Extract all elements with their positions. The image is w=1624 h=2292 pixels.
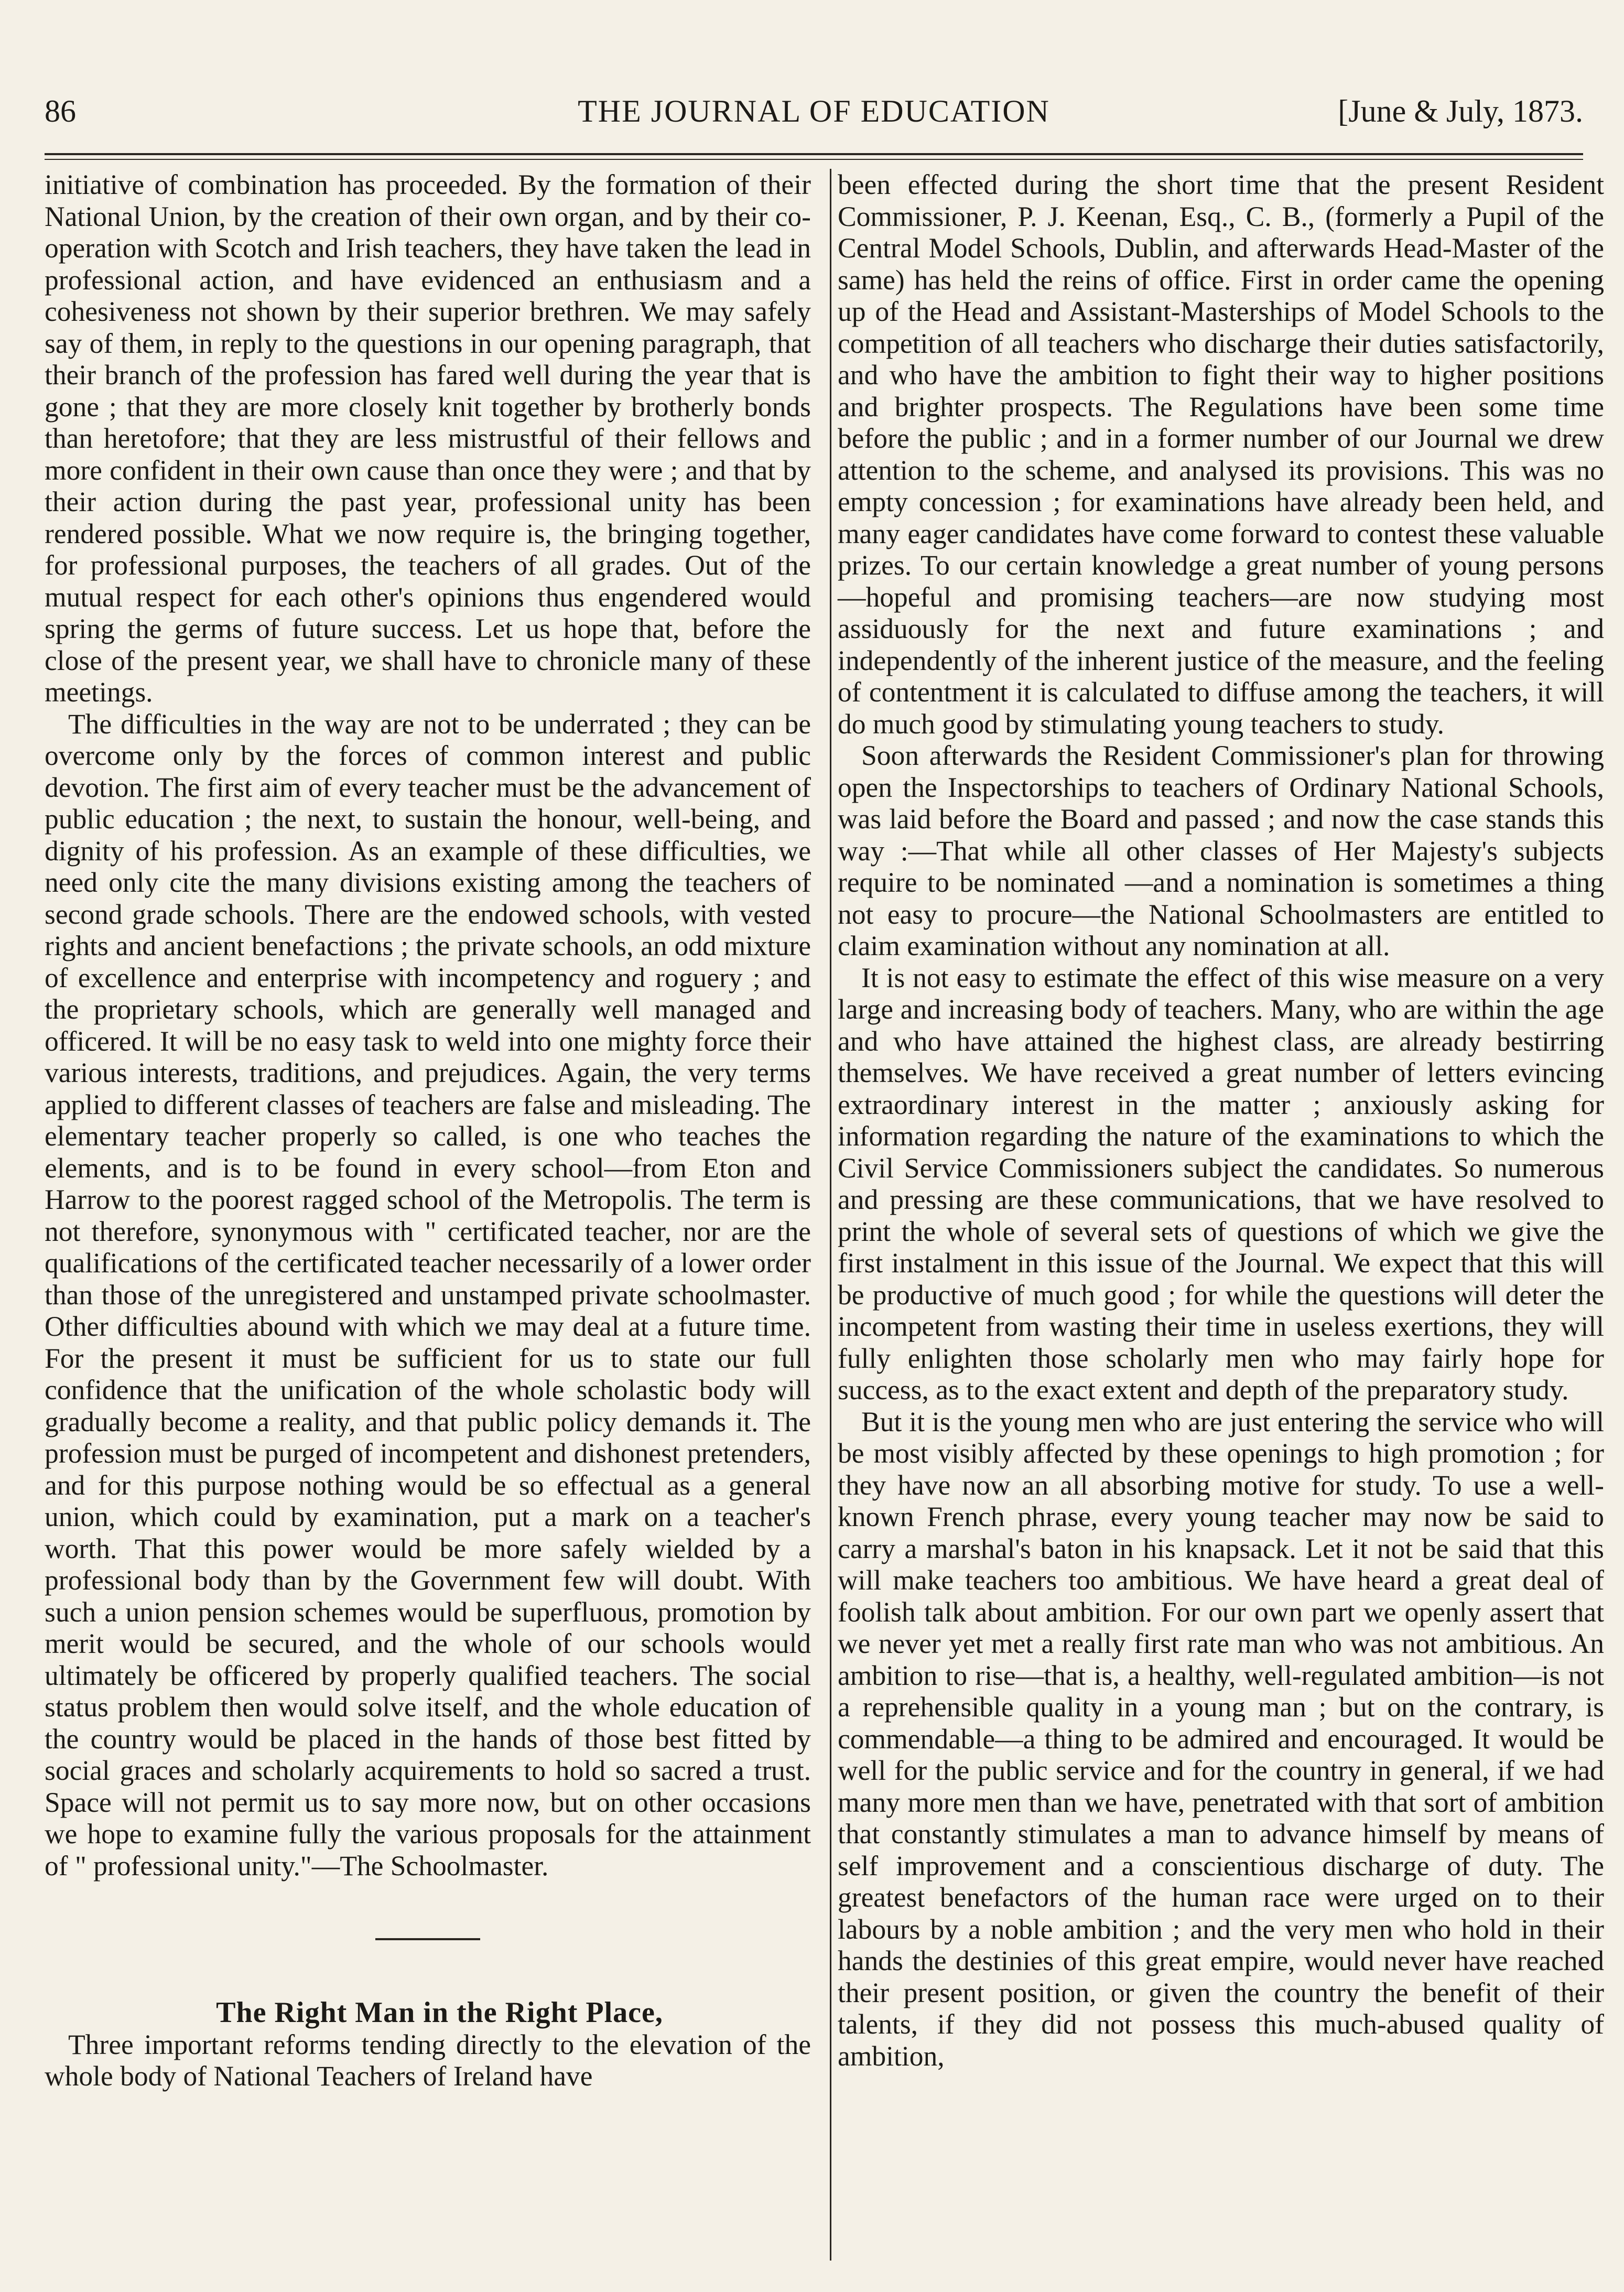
article-paragraph: The difficulties in the way are not to be underrated ; they can be overcome only by the forces of common interest and public devotion. The first aim of every teacher must be the advancement of public education ; the next, to sustain the honour, well-being, and dignity of his profession. As an example of these difficulties, we need only cite the many divisions existing among the teachers of second grade schools. There are the endowed schools, with vested rights and ancient benefactions ; the private schools, an odd mixture of excellence and enterprise with incompetency and roguery ; and the proprietary schools, which are generally well managed and officered. It will be no easy task to weld into one mighty force their various interests, traditions, and prejudices. Again, the very terms applied to different classes of teachers are false and misleading. The elementary teacher properly so called, is one who teaches the elements, and is to be found in every school—from Eton and Harrow to the poorest ragged school of the Metropolis. The term is not therefore, synonymous with " certificated teacher, nor are the qualifications of the certificated teacher necessarily of a lower order than those of the unregistered and unstamped private schoolmaster. Other difficulties abound with which we may deal at a future time. For the present it must be sufficient for us to state our full confidence that the unification of the whole scholastic body will gradually become a reality, and that public policy demands it. The profession must be purged of incompetent and dishonest pretenders, and for this purpose nothing would be so effectual as a general union, which could by examination, put a mark on a teacher's worth. That this power would be more safely wielded by a professional body than by the Government few will doubt. With such a union pension schemes would be superfluous, promotion by merit would be secured, and the whole of our schools would ultimately be officered by properly qualified teachers. The social status problem then would solve itself, and the whole education of the country would be placed in the hands of those best fitted by social graces and scholarly acquirements to hold so sacred a trust. Space will not permit us to say more now, but on other occasions we hope to examine fully the various proposals for the attainment of " professional unity."—The Schoolmaster. — [45, 708, 811, 1882]
page-number: 86 — [45, 94, 76, 128]
header-rule-thick — [45, 153, 1583, 155]
article-paragraph: been effected during the short time that the present Resident Commissioner, P. J. Keenan, Esq., C. B., (formerly a Pupil of the Central Model Schools, Dublin, and afterwards Head-Master of the same) has held the reins of office. First in order came the opening up of the Head and Assistant-Masterships of Model Schools to the competition of all teachers who discharge their duties satisfactorily, and who have the ambition to fight their way to higher positions and brighter prospects. The Regulations have been some time before the public ; and in a former number of our Journal we drew attention to the scheme, and analysed its provisions. This was no empty concession ; for examinations have already been held, and many eager candidates have come forward to contest these valuable prizes. To our certain knowledge a great number of young persons—hopeful and promising teachers—are now studying most assiduously for the next and future examinations ; and independently of the inherent justice of the measure, and the feeling of contentment it is calculated to diffuse among the teachers, it will do much good by stimulating young teachers to study. — [838, 169, 1604, 740]
page-header — [45, 93, 1583, 140]
article-paragraph: But it is the young men who are just entering the service who will be most visibly affected by these openings to high promotion ; for they have now an all absorbing motive for study. To use a well-known French phrase, every young teacher may now be said to carry a marshal's baton in his knapsack. Let it not be said that this will make teachers too ambitious. We have heard a great deal of foolish talk about ambition. For our own part we openly assert that we never yet met a really first rate man who was not ambitious. An ambition to rise—that is, a healthy, well-regulated ambition—is not a reprehensible quality in a young man ; but on the contrary, is commendable—a thing to be admired and encouraged. It would be well for the public service and for the country in general, if we had many more men than we have, penetrated with that sort of ambition that constantly stimulates a man to advance himself by means of self improvement and a conscientious discharge of duty. The greatest benefactors of the human race were urged on to their labours by a noble ambition ; and the very men who hold in their hands the destinies of this great empire, would never have reached their present position, or given the country the benefit of their talents, if they did not possess this much-abused quality of ambition, — [838, 1406, 1604, 2072]
article-paragraph: Three important reforms tending directly to the elevation of the whole body of National Teachers of Ireland have — [45, 2028, 811, 2092]
header-rule-thin — [45, 159, 1583, 160]
column-divider — [830, 169, 831, 2261]
journal-title: THE JOURNAL OF EDUCATION — [578, 94, 1050, 128]
article-paragraph: It is not easy to estimate the effect of this wise measure on a very large and increasing body of teachers. Many, who are within the age and who have attained the highest class, are already bestirring themselves. We have received a great number of letters evincing extraordinary interest in the matter ; anxiously asking for information regarding the nature of the examinations to which the Civil Service Commissioners subject the candidates. So numerous and pressing are these communications, that we have resolved to print the whole of several sets of questions of which we give the first instalment in this issue of the Journal. We expect that this will be productive of much good ; for while the questions will deter the incompetent from wasting their time in useless exertions, they will fully enlighten those scholarly men who may fairly hope for success, as to the exact extent and depth of the preparatory study. — [838, 961, 1604, 1406]
article-paragraph: Soon afterwards the Resident Commissioner's plan for throwing open the Inspectorships to teachers of Ordinary National Schools, was laid before the Board and passed ; and now the case stands this way :—That while all other classes of Her Majesty's subjects require to be nominated —and a nomination is sometimes a thing not easy to procure—the National Schoolmasters are entitled to claim examination without any nomination at all. — [838, 740, 1604, 961]
left-column — [45, 169, 811, 2092]
section-divider — [375, 1938, 480, 1940]
section-heading: The Right Man in the Right Place, — [216, 1996, 663, 2029]
article-paragraph: initiative of combination has proceeded. By the formation of their National Union, by the creation of their own organ, and by their co-operation with Scotch and Irish teachers, they have taken the lead in professional action, and have evidenced an enthusiasm and a cohesiveness not shown by their superior brethren. We may safely say of them, in reply to the questions in our opening paragraph, that their branch of the profession has fared well during the year that is gone ; that they are more closely knit together by brotherly bonds than heretofore; that they are less mistrustful of their fellows and more confident in their own cause than once they were ; and that by their action during the past year, professional unity has been rendered possible. What we now require is, the bringing together, for professional purposes, the teachers of all grades. Out of the mutual respect for each other's opinions thus engendered would spring the germs of future success. Let us hope that, before the close of the present year, we shall have to chronicle many of these meetings. — [45, 169, 811, 708]
issue-date: [June & July, 1873. — [1338, 94, 1583, 128]
right-column — [838, 169, 1604, 2072]
